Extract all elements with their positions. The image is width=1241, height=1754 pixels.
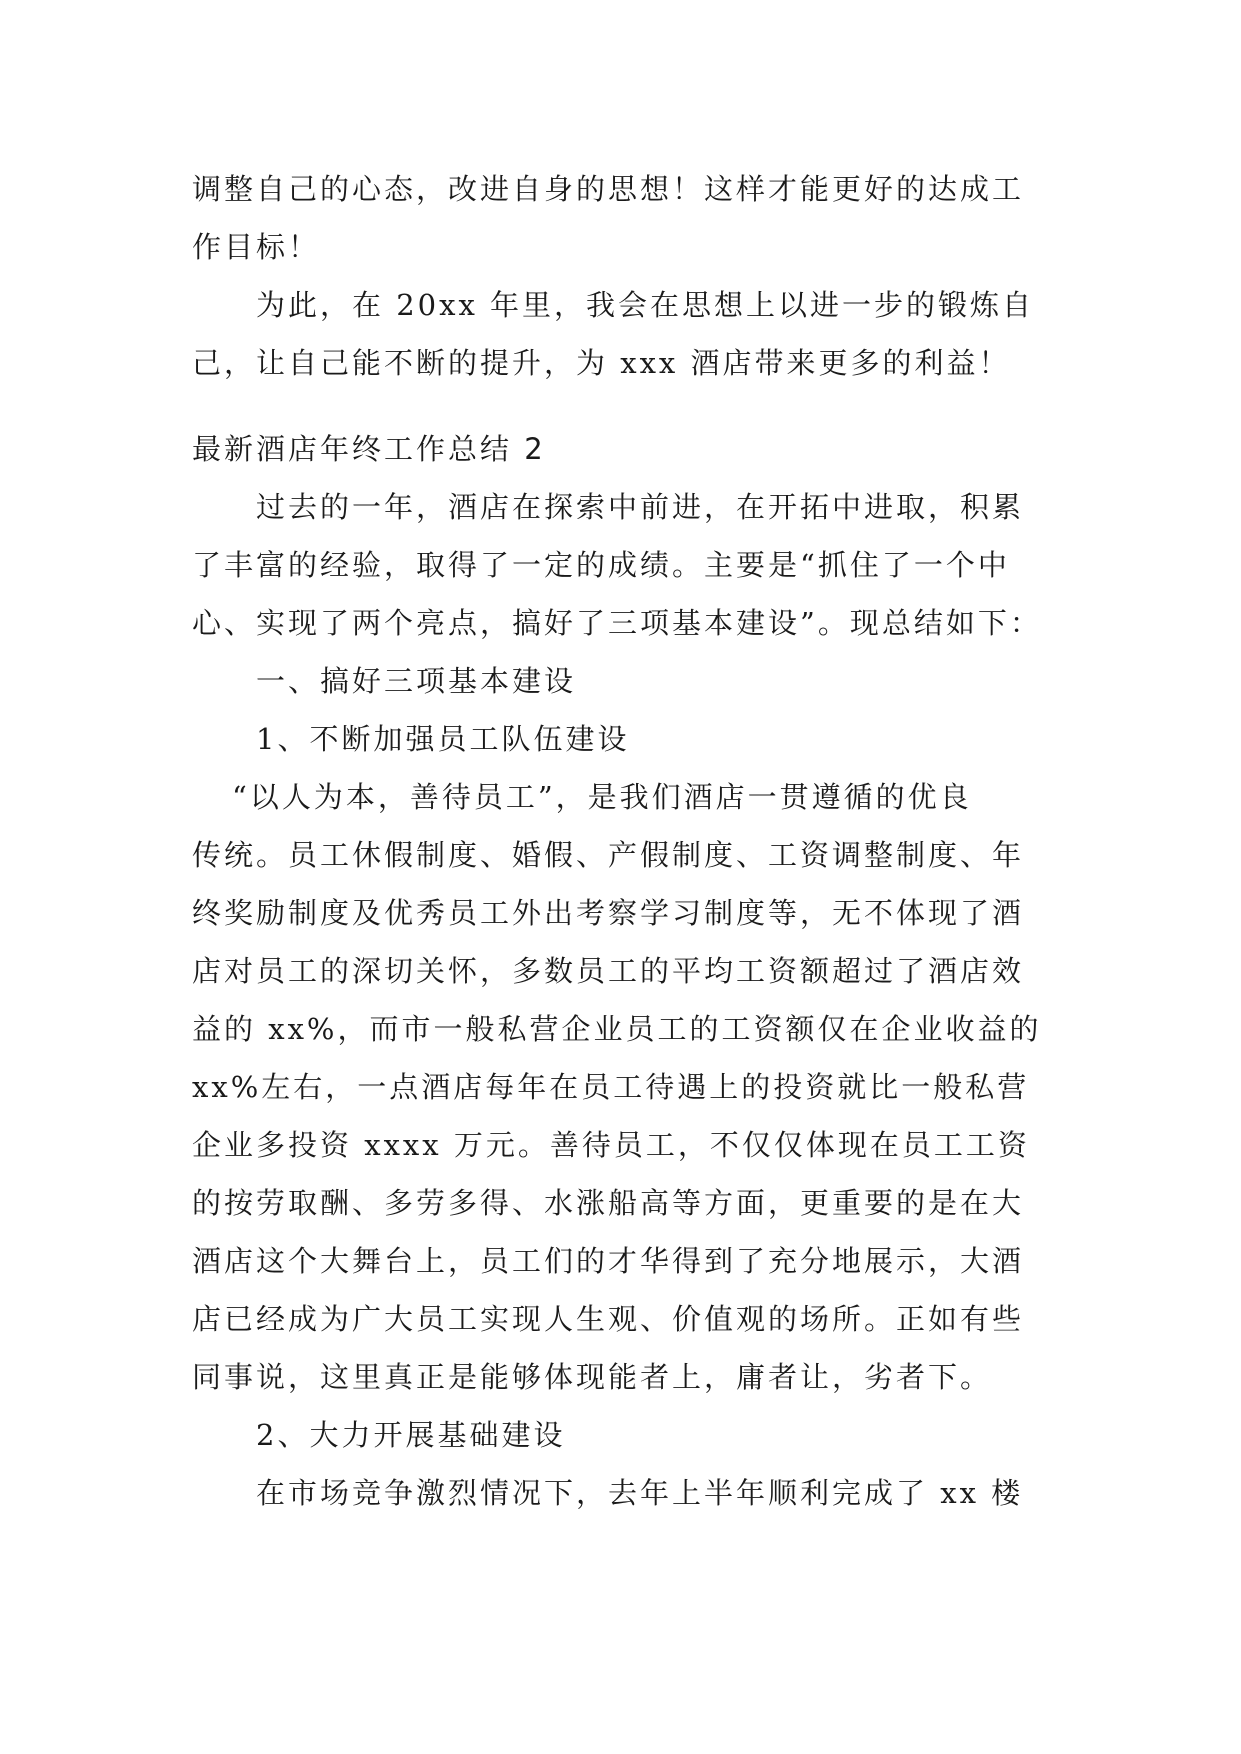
paragraph-line: 终奖励制度及优秀员工外出考察学习制度等，无不体现了酒 [192,896,1025,930]
paragraph-line: 传统。员工休假制度、婚假、产假制度、工资调整制度、年 [192,838,1025,872]
paragraph-line: 的按劳取酬、多劳多得、水涨船高等方面，更重要的是在大 [192,1186,1025,1220]
paragraph-line: 己，让自己能不断的提升，为 xxx 酒店带来更多的利益！ [192,346,1011,380]
paragraph-line: 心、实现了两个亮点，搞好了三项基本建设”。现总结如下： [192,606,1042,640]
section-title: 最新酒店年终工作总结 2 [192,432,546,466]
section-spacer [192,392,1052,420]
paragraph-line: “以人为本，善待员工”，是我们酒店一贯遵循的优良 [232,780,972,814]
paragraph-line: 企业多投资 xxxx 万元。善待员工，不仅仅体现在员工工资 [192,1128,1030,1162]
paragraph-line: 益的 xx%，而市一般私营企业员工的工资额仅在企业收益的 [192,1012,1042,1046]
paragraph-line: 酒店这个大舞台上，员工们的才华得到了充分地展示，大酒 [192,1244,1025,1278]
heading-level-1: 一、搞好三项基本建设 [256,664,577,698]
paragraph-line: 过去的一年，酒店在探索中前进，在开拓中进取，积累 [256,490,1025,524]
heading-level-2: 2、大力开展基础建设 [256,1418,566,1452]
heading-level-2: 1、不断加强员工队伍建设 [256,722,630,756]
paragraph-line: xx%左右，一点酒店每年在员工待遇上的投资就比一般私营 [192,1070,1030,1104]
paragraph-line: 店对员工的深切关怀，多数员工的平均工资额超过了酒店效 [192,954,1025,988]
paragraph-line: 调整自己的心态，改进自身的思想！这样才能更好的达成工 [192,172,1025,206]
paragraph-line: 店已经成为广大员工实现人生观、价值观的场所。正如有些 [192,1302,1025,1336]
paragraph-line: 同事说，这里真正是能够体现能者上，庸者让，劣者下。 [192,1360,993,1394]
paragraph-line: 为此，在 20xx 年里，我会在思想上以进一步的锻炼自 [256,288,1035,322]
paragraph-line: 作目标！ [192,230,321,264]
paragraph-line: 了丰富的经验，取得了一定的成绩。主要是“抓住了一个中 [192,548,1010,582]
document-body [192,160,1052,1522]
paragraph-line: 在市场竞争激烈情况下，去年上半年顺利完成了 xx 楼 [256,1476,1024,1510]
